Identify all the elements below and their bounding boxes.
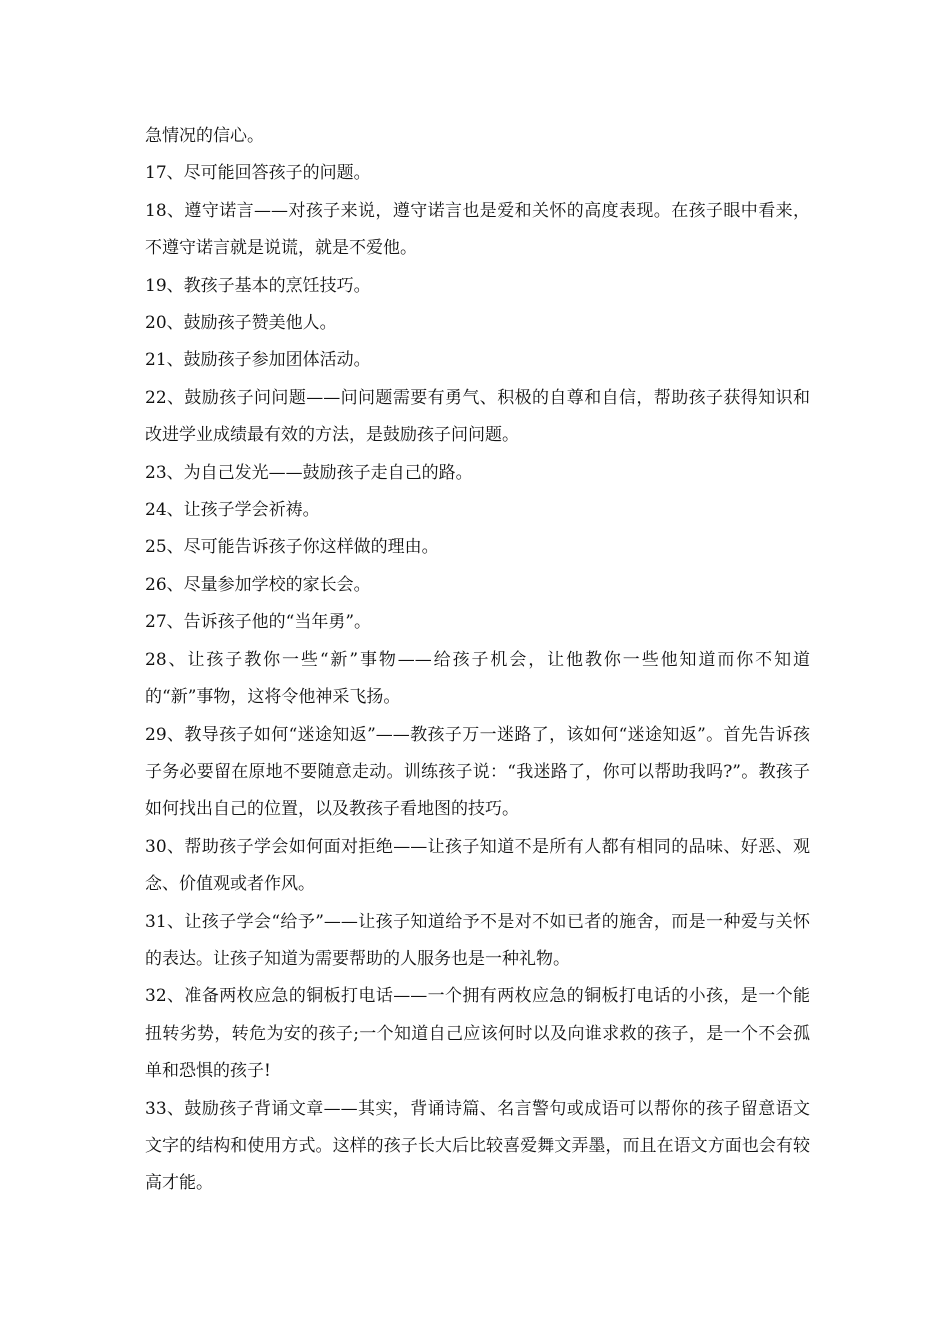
paragraph-item-25: 25、尽可能告诉孩子你这样做的理由。 [145, 537, 439, 558]
paragraph-item-32: 32、准备两枚应急的铜板打电话——一个拥有两枚应急的铜板打电话的小孩，是一个能扭转劣势，转危为安的孩子;一个知道自己应该何时以及向谁求救的孩子，是一个不会孤单和恐惧的孩子! [145, 986, 810, 1082]
paragraph-item-22: 22、鼓励孩子问问题——问问题需要有勇气、积极的自尊和自信，帮助孩子获得知识和改进学业成绩最有效的方法，是鼓励孩子问问题。 [145, 387, 810, 446]
paragraph-item-31: 31、让孩子学会“给予”——让孩子知道给予不是对不如已者的施舍，而是一种爱与关怀的表达。让孩子知道为需要帮助的人服务也是一种礼物。 [145, 911, 810, 969]
paragraph-item-17: 17、尽可能回答孩子的问题。 [145, 163, 371, 184]
paragraph-item-20: 20、鼓励孩子赞美他人。 [145, 313, 337, 334]
paragraph-item-23: 23、为自己发光——鼓励孩子走自己的路。 [145, 462, 473, 483]
paragraph-item-30: 30、帮助孩子学会如何面对拒绝——让孩子知道不是所有人都有相同的品味、好恶、观念、价值观或者作风。 [145, 836, 810, 895]
paragraph-item-18: 18、遵守诺言——对孩子来说，遵守诺言也是爱和关怀的高度表现。在孩子眼中看来，不遵守诺言就是说谎，就是不爱他。 [145, 200, 810, 259]
paragraph-item-21: 21、鼓励孩子参加团体活动。 [145, 350, 371, 371]
paragraph-item-19: 19、教孩子基本的烹饪技巧。 [145, 275, 371, 296]
paragraph-item-27: 27、告诉孩子他的“当年勇”。 [145, 612, 372, 633]
paragraph-item-29: 29、教导孩子如何“迷途知返”——教孩子万一迷路了，该如何“迷途知返”。首先告诉孩子务必要留在原地不要随意走动。训练孩子说：“我迷路了，你可以帮助我吗?”。教孩子如何找出自己的位置，以及教孩子看地图的技巧。 [145, 724, 810, 820]
paragraph-item-26: 26、尽量参加学校的家长会。 [145, 574, 371, 595]
document-body [145, 118, 810, 1203]
paragraph-item-28: 28、让孩子教你一些“新”事物——给孩子机会，让他教你一些他知道而你不知道的“新”事物，这将令他神采飞扬。 [145, 649, 810, 708]
paragraph-item-24: 24、让孩子学会祈祷。 [145, 500, 320, 521]
paragraph-item-33: 33、鼓励孩子背诵文章——其实，背诵诗篇、名言警句或成语可以帮你的孩子留意语文文字的结构和使用方式。这样的孩子长大后比较喜爱舞文弄墨，而且在语文方面也会有较高才能。 [145, 1098, 810, 1194]
paragraph-continuation: 急情况的信心。 [145, 126, 264, 146]
